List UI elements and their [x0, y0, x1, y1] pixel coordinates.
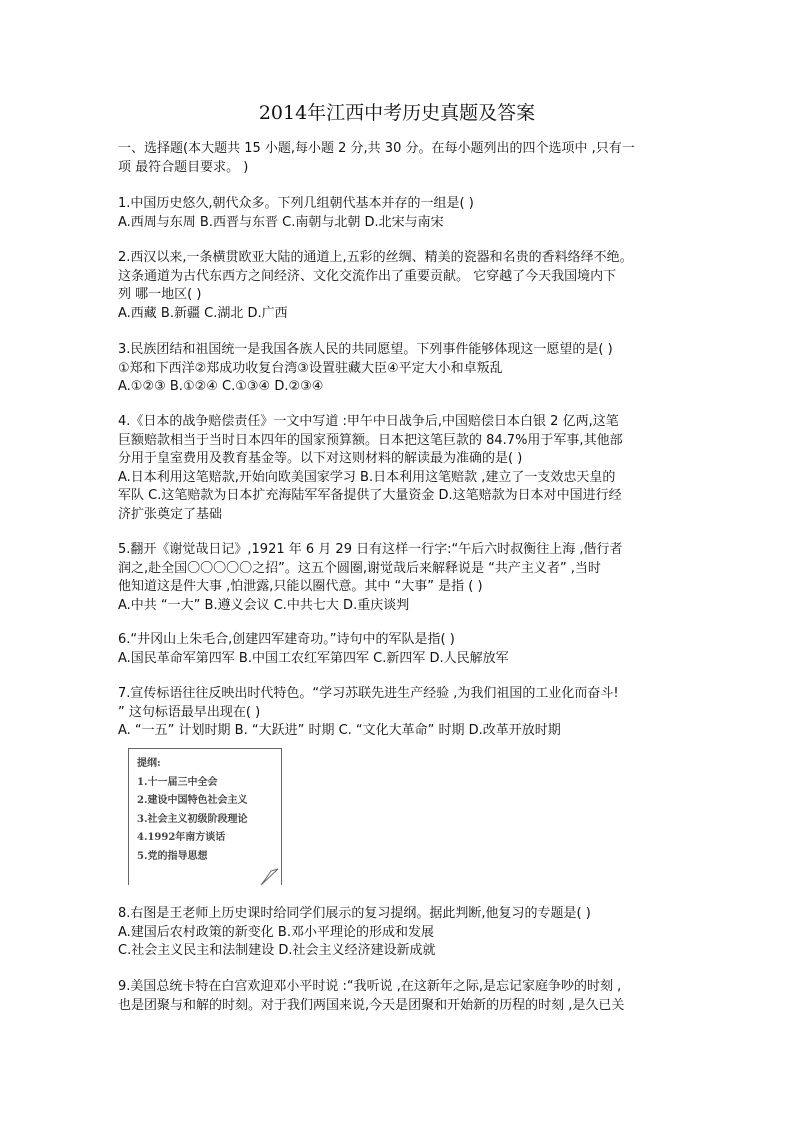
- section-instructions: [118, 140, 688, 177]
- text-line: 7.宣传标语往往反映出时代特色。“学习苏联先进生产经验 ,为我们祖国的工业化而奋斗!: [118, 686, 619, 701]
- question-8: [118, 905, 688, 961]
- text-line: 8.右图是王老师上历史课时给同学们展示的复习提纲。据此判断,他复习的专题是( ): [118, 906, 591, 921]
- text-line: A. “一五” 计划时期 B. “大跃进” 时期 C. “文化大革命” 时期 D.改革开放时期: [118, 723, 561, 739]
- outline-item: 2.建设中国特色社会主义: [137, 795, 248, 806]
- text-line: A.国民革命军第四军 B.中国工农红军第四军 C.新四军 D.人民解放军: [118, 650, 509, 666]
- text-line: 军队 C.这笔赔款为日本扩充海陆军军备提供了大量资金 D.这笔赔款为日本对中国进行经: [118, 488, 622, 504]
- text-line: 列 哪一地区( ): [118, 287, 202, 303]
- question-2: [118, 249, 688, 323]
- text-line: 项 最符合题目要求。 ): [118, 159, 249, 175]
- text-line: 5.翻开《谢觉哉日记》,1921 年 6 月 29 日有这样一行字:“午后六时叔衡往上海 ,偕行者: [118, 542, 623, 557]
- review-outline-image: [128, 748, 282, 885]
- question-1: [118, 195, 688, 232]
- text-line: 3.民族团结和祖国统一是我国各族人民的共同愿望。下列事件能够体现这一愿望的是( ): [118, 342, 613, 357]
- text-line: 也是团聚与和解的时刻。对于我们两国来说,今天是团聚和开始新的历程的时刻 ,是久已关: [118, 997, 625, 1013]
- text-line: 分用于皇室费用及教育基金等。以下对这则材料的解读最为准确的是( ): [118, 451, 523, 467]
- text-line: 他知道这是件大事 ,怕泄露,只能以圈代意。其中 “大事” 是指 ( ): [118, 579, 483, 595]
- text-line: C.社会主义民主和法制建设 D.社会主义经济建设新成就: [118, 943, 436, 959]
- text-line: 9.美国总统卡特在白宫欢迎邓小平时说 :“我听说 ,在这新年之际,是忘记家庭争吵的时刻 ,: [118, 979, 622, 994]
- outline-item: 3.社会主义初级阶段理论: [137, 813, 248, 825]
- text-line: 一、选择题(本大题共 15 小题,每小题 2 分,共 30 分。在每小题列出的四个选项中 ,只有一: [118, 141, 635, 156]
- question-3: [118, 341, 688, 397]
- text-line: 巨额赔款相当于当时日本四年的国家预算额。日本把这笔巨款的 84.7%用于军事,其他部: [118, 432, 623, 448]
- text-line: A.日本利用这笔赔款,开始向欧美国家学习 B.日本利用这笔赔款 ,建立了一支效忠天皇的: [118, 469, 616, 485]
- question-5: [118, 541, 688, 615]
- text-line: A.建国后农村政策的新变化 B.邓小平理论的形成和发展: [118, 924, 434, 940]
- outline-item: 1.十一届三中全会: [137, 776, 218, 788]
- text-line: ①郑和下西洋②郑成功收复台湾③设置驻藏大臣④平定大小和卓叛乱: [118, 360, 503, 376]
- text-line: 4.《日本的战争赔偿责任》一文中写道 :甲午中日战争后,中国赔偿日本白银 2 亿两,这笔: [118, 414, 619, 429]
- outline-item: 4.1992年南方谈话: [137, 832, 226, 843]
- text-line: 济扩张奠定了基础: [118, 506, 223, 522]
- text-line: A.①②③ B.①②④ C.①③④ D.②③④: [118, 379, 324, 395]
- question-9: [118, 978, 688, 1015]
- text-line: 1.中国历史悠久,朝代众多。下列几组朝代基本并存的一组是( ): [118, 196, 474, 211]
- outline-item: 5.党的指导思想: [137, 850, 208, 862]
- text-line: A.中共 “一大” B.遵义会议 C.中共七大 D.重庆谈判: [118, 597, 410, 613]
- outline-item: 提纲:: [137, 758, 161, 769]
- text-line: 2.西汉以来,一条横贯欧亚大陆的通道上,五彩的丝绸、精美的瓷器和名贵的香料络绎不绝。: [118, 250, 633, 265]
- text-line: 6.“井冈山上朱毛合,创建四军建奇功。”诗句中的军队是指( ): [118, 632, 455, 647]
- text-line: ” 这句标语最早出现在( ): [118, 704, 261, 720]
- page-curl-icon: [259, 867, 279, 885]
- text-line: A.西周与东周 B.西晋与东晋 C.南朝与北朝 D.北宋与南宋: [118, 214, 444, 230]
- text-line: A.西藏 B.新疆 C.湖北 D.广西: [118, 305, 288, 321]
- question-6: [118, 631, 688, 668]
- question-7: [118, 685, 688, 741]
- question-4: [118, 413, 688, 525]
- text-line: 润之,赴全国〇〇〇〇〇之招”。这五个圆圈,谢觉哉后来解释说是 “共产主义者” ,当时: [118, 560, 601, 576]
- document-title: 2014年江西中考历史真题及答案: [258, 102, 536, 124]
- text-line: 这条通道为古代东西方之间经济、文化交流作出了重要贡献。 它穿越了今天我国境内下: [118, 268, 617, 284]
